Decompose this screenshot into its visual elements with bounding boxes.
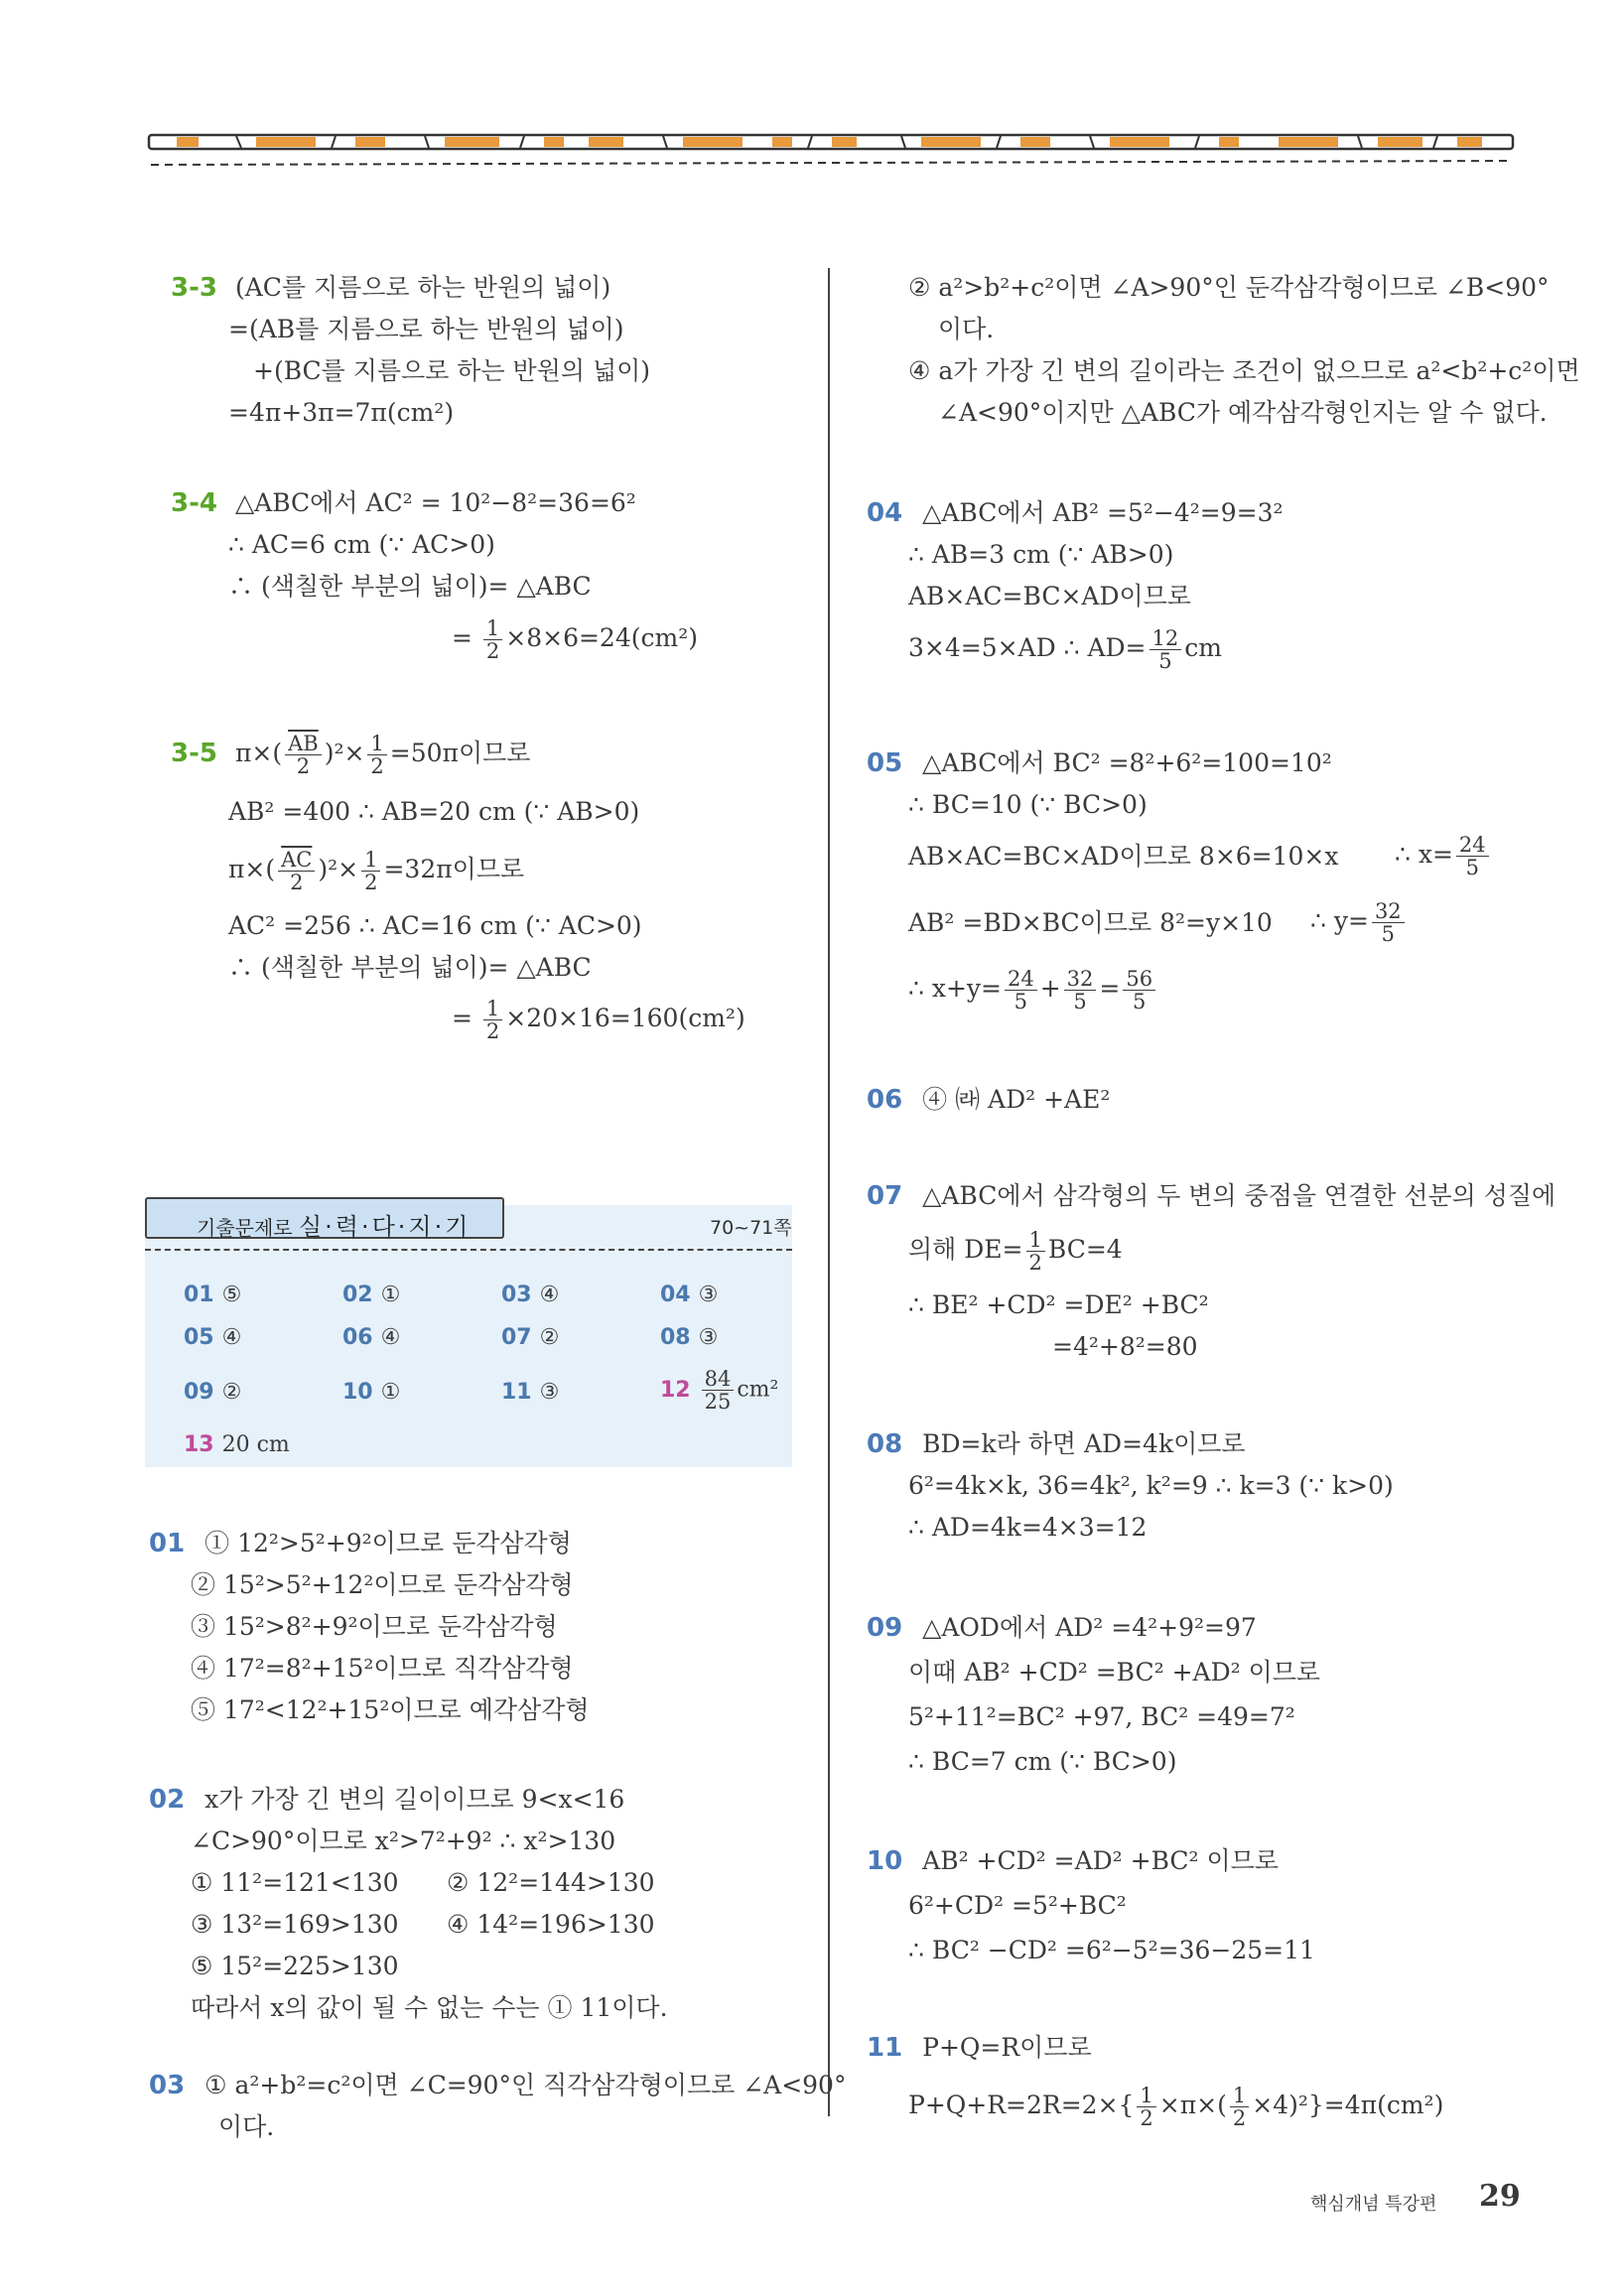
text-line: ① 12²>5²+9²이므로 둔각삼각형 — [204, 1529, 572, 1557]
text-line: 이다. — [938, 315, 995, 343]
footer-label: 핵심개념 특강편 — [1310, 2194, 1437, 2215]
column-divider — [828, 268, 830, 2116]
formula-line: = $\frac{1}{2}$ ×20×16=160(cm²) — [452, 997, 745, 1044]
solution-08 — [867, 1429, 1246, 1460]
solution-10 — [867, 1846, 1279, 1877]
fraction: $\frac{12}{5}$ — [1150, 627, 1182, 672]
problem-number: 01 — [149, 1529, 186, 1558]
text-line: =4π+3π=7π(cm²) — [228, 398, 455, 427]
formula-line: π×( $\frac{\overline{AC}}{2}$ )²× $\frac{1}{2}$ =32π이므로 — [228, 848, 525, 895]
answer-item: 10 ① — [342, 1380, 401, 1405]
text-line: 6²+CD² =5²+BC² — [908, 1891, 1127, 1920]
answer-item: 08 ③ — [660, 1325, 719, 1350]
text-line: △AOD에서 AD² =4²+9²=97 — [922, 1613, 1257, 1642]
text-line: AB² =400 ∴ AB=20 cm (∵ AB>0) — [228, 797, 640, 826]
text-line: ∴ BC=7 cm (∵ BC>0) — [908, 1747, 1177, 1776]
fraction: $\frac{1}{2}$ — [361, 849, 380, 893]
text-line: △ABC에서 삼각형의 두 변의 중점을 연결한 선분의 성질에 — [922, 1181, 1556, 1210]
formula-line: = $\frac{1}{2}$ ×8×6=24(cm²) — [452, 616, 698, 664]
problem-3-5: 3-5 π×( $\frac{\overline{AB}}{2}$ )²× $\frac{1}{2}$ =50π이므로 — [171, 732, 531, 779]
problem-number: 09 — [867, 1613, 903, 1643]
text-line: =4²+8²=80 — [1052, 1332, 1198, 1361]
formula-line: 3×4=5×AD ∴ AD= $\frac{12}{5}$ cm — [908, 626, 1222, 674]
solution-03 — [149, 2071, 846, 2101]
page-number: 29 — [1479, 2179, 1521, 2214]
text-line: AB² +CD² =AD² +BC² 이므로 — [922, 1846, 1279, 1875]
answer-item: 09 ② — [184, 1380, 242, 1405]
text-line: ④ ㈑ AD² +AE² — [922, 1085, 1111, 1114]
fraction: $\frac{1}{2}$ — [483, 617, 502, 662]
page-range: 70~71쪽 — [710, 1217, 792, 1239]
fraction: $\frac{\overline{AB}}{2}$ — [285, 733, 322, 777]
text-line: 5²+11²=BC² +97, BC² =49=7² — [908, 1702, 1295, 1731]
text-line: ② a²>b²+c²이면 ∠A>90°인 둔각삼각형이므로 ∠B<90° — [908, 273, 1550, 302]
text-line: x가 가장 긴 변의 길이이므로 9<x<16 — [204, 1785, 625, 1814]
fraction: $\frac{24}{5}$ — [1456, 834, 1489, 878]
text-line: 6²=4k×k, 36=4k², k²=9 ∴ k=3 (∵ k>0) — [908, 1471, 1394, 1500]
text-line: ∴ AC=6 cm (∵ AC>0) — [228, 530, 495, 559]
answer-item: 07 ② — [501, 1325, 560, 1350]
formula-line: ∴ y= $\frac{32}{5}$ — [1310, 900, 1408, 945]
fraction: $\frac{24}{5}$ — [1005, 968, 1037, 1013]
problem-number: 10 — [867, 1846, 903, 1876]
formula-line: P+Q+R=2R=2×{ $\frac{1}{2}$ ×π×( $\frac{1}{2}$ ×4)²}=4π(cm²) — [908, 2084, 1444, 2131]
problem-number: 11 — [867, 2033, 903, 2063]
text-line: ① 11²=121<130 — [191, 1868, 399, 1897]
text-line: △ABC에서 BC² =8²+6²=100=10² — [922, 748, 1332, 777]
text-line: △ABC에서 AB² =5²−4²=9=3² — [922, 498, 1284, 527]
solution-04 — [867, 498, 1284, 529]
text-line: ⑤ 15²=225>130 — [191, 1952, 399, 1980]
text-line: BD=k라 하면 AD=4k이므로 — [922, 1429, 1246, 1458]
text-line: ④ 17²=8²+15²이므로 직각삼각형 — [191, 1654, 574, 1683]
answer-box-title: 기출문제로 실·력·다·지·기 — [145, 1197, 504, 1239]
text-line: ∴ (색칠한 부분의 넓이)= △ABC — [228, 572, 592, 601]
header-decoration — [147, 131, 1517, 171]
answer-item: 13 20 cm — [184, 1432, 290, 1457]
text-line: 이다. — [218, 2112, 275, 2141]
problem-number: 05 — [867, 748, 903, 778]
text-line: =(AB를 지름으로 하는 반원의 넓이) — [228, 315, 624, 343]
text-line: ④ 14²=196>130 — [447, 1910, 655, 1939]
text-line: ③ 13²=169>130 — [191, 1910, 399, 1939]
problem-number: 3-3 — [171, 273, 217, 303]
answer-item: 01 ⑤ — [184, 1283, 242, 1307]
dashed-divider — [145, 1249, 792, 1251]
text-line: AB² =BD×BC이므로 8²=y×10 — [908, 908, 1273, 937]
text-line: ② 15²>5²+12²이므로 둔각삼각형 — [191, 1570, 574, 1599]
answer-item: 06 ④ — [342, 1325, 401, 1350]
problem-3-3 — [171, 273, 610, 304]
fraction: $\frac{1}{2}$ — [367, 733, 386, 777]
text-line: (AC를 지름으로 하는 반원의 넓이) — [234, 273, 611, 302]
problem-number: 07 — [867, 1181, 903, 1211]
answer-item: 04 ③ — [660, 1283, 719, 1307]
problem-number: 03 — [149, 2071, 186, 2100]
problem-number: 04 — [867, 498, 903, 528]
fraction: $\frac{56}{5}$ — [1123, 968, 1155, 1013]
solution-09 — [867, 1613, 1257, 1644]
fraction: $\frac{1}{2}$ — [1137, 2085, 1155, 2129]
text-line: ∴ BC² −CD² =6²−5²=36−25=11 — [908, 1936, 1315, 1964]
text-line: AC² =256 ∴ AC=16 cm (∵ AC>0) — [228, 911, 642, 940]
text-line: P+Q=R이므로 — [922, 2033, 1092, 2062]
solution-11 — [867, 2033, 1092, 2064]
text-line: ① a²+b²=c²이면 ∠C=90°인 직각삼각형이므로 ∠A<90° — [204, 2071, 847, 2099]
solution-07 — [867, 1181, 1556, 1212]
fraction: $\frac{32}{5}$ — [1064, 968, 1097, 1013]
text-line: ∴ (색칠한 부분의 넓이)= △ABC — [228, 953, 592, 982]
text-line: +(BC를 지름으로 하는 반원의 넓이) — [253, 356, 651, 385]
problem-number: 08 — [867, 1429, 903, 1459]
formula-line: ∴ x= $\frac{24}{5}$ — [1395, 834, 1492, 878]
fraction: $\frac{\overline{AC}}{2}$ — [278, 849, 315, 893]
text-line: ④ a가 가장 긴 변의 길이라는 조건이 없으므로 a²<b²+c²이면 — [908, 356, 1580, 385]
solution-06 — [867, 1085, 1110, 1116]
answer-item: 05 ④ — [184, 1325, 242, 1350]
text-line: ∴ BE² +CD² =DE² +BC² — [908, 1290, 1209, 1319]
problem-number: 02 — [149, 1785, 186, 1815]
solution-05 — [867, 748, 1332, 779]
problem-3-4 — [171, 488, 636, 519]
problem-number: 3-4 — [171, 488, 217, 518]
problem-number: 06 — [867, 1085, 903, 1115]
text-line: AB×AC=BC×AD이므로 8×6=10×x — [908, 842, 1339, 871]
text-line: ③ 15²>8²+9²이므로 둔각삼각형 — [191, 1612, 558, 1641]
text-line: ∴ AB=3 cm (∵ AB>0) — [908, 540, 1174, 569]
text-line: ∴ AD=4k=4×3=12 — [908, 1513, 1148, 1542]
problem-number: 3-5 — [171, 739, 217, 769]
answer-item: 02 ① — [342, 1283, 401, 1307]
answer-item: 03 ④ — [501, 1283, 560, 1307]
fraction: $\frac{1}{2}$ — [1026, 1229, 1045, 1274]
fraction: $\frac{1}{2}$ — [1230, 2085, 1249, 2129]
text-line: ⑤ 17²<12²+15²이므로 예각삼각형 — [191, 1695, 590, 1724]
text-line: ∠A<90°이지만 △ABC가 예각삼각형인지는 알 수 없다. — [938, 398, 1548, 427]
fraction: $\frac{32}{5}$ — [1372, 900, 1405, 945]
solution-02 — [149, 1785, 624, 1816]
formula-line: 의해 DE= $\frac{1}{2}$ BC=4 — [908, 1228, 1123, 1276]
fraction: $\frac{1}{2}$ — [483, 998, 502, 1042]
text-line: 이때 AB² +CD² =BC² +AD² 이므로 — [908, 1658, 1321, 1687]
text-line: ② 12²=144>130 — [447, 1868, 655, 1897]
text-line: AB×AC=BC×AD이므로 — [908, 582, 1191, 610]
text-line: ∠C>90°이므로 x²>7²+9² ∴ x²>130 — [191, 1826, 616, 1855]
text-line: △ABC에서 AC² = 10²−8²=36=6² — [234, 488, 636, 517]
text-line: 따라서 x의 값이 될 수 없는 수는 ① 11이다. — [191, 1993, 668, 2022]
answer-item: 11 ③ — [501, 1380, 560, 1405]
formula-line: ∴ x+y= $\frac{24}{5}$ + $\frac{32}{5}$ = $\frac{56}{5}$ — [908, 968, 1158, 1013]
solution-01 — [149, 1529, 572, 1559]
fraction: $\frac{84}{25}$ — [702, 1368, 735, 1413]
answer-item: 12 $\frac{84}{25}$ cm² — [660, 1367, 779, 1415]
text-line: ∴ BC=10 (∵ BC>0) — [908, 790, 1148, 819]
